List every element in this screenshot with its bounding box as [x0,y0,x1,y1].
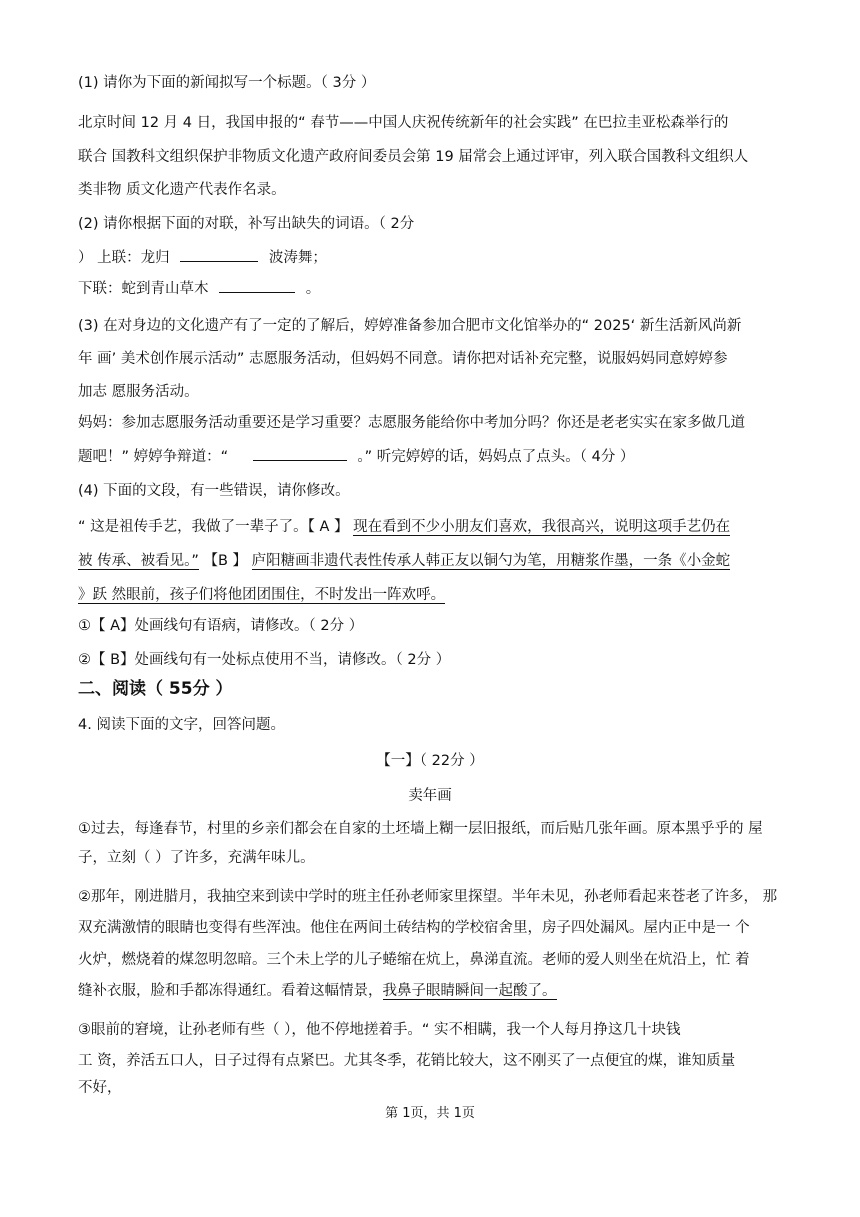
essay-text: 缝补衣服，脸和手都冻得通红。看着这幅情景， [78,983,383,999]
couplet-upper-label: ） 上联：龙归 [78,250,170,266]
q4-underlined-a: 现在看到不少小朋友们喜欢，我很高兴，说明这项手艺仍在 [353,519,731,535]
q3-line: 年 画’ 美术创作展示活动” 志愿服务活动，但妈妈不同意。请你把对话补充完整，说服妈妈同意婷婷参 [78,351,728,367]
q4-passage-line [78,585,445,605]
essay-paragraph-line: 双充满激情的眼睛也变得有些浑浊。他住在两间土砖结构的学校宿舍里，房子四处漏风。屋内正中是一 个 [78,920,750,936]
q3-line [78,446,634,467]
q1-news-line: 类非物 质文化遗产代表作名录。 [78,182,286,198]
essay-paragraph-line: 工 资，养活五口人，日子过得有点紧巴。尤其冬季，花销比较大，这不刚买了一点便宜的煤，谁知质量 [78,1053,736,1069]
q1-news-line: 北京时间 12 月 4 日，我国申报的“ 春节——中国人庆祝传统新年的社会实践” 在巴拉圭亚松森举行的 [78,115,729,131]
essay-paragraph-line: 火炉，燃烧着的煤忽明忽暗。三个未上学的儿子蜷缩在炕上，鼻涕直流。老师的爱人则坐在炕沿上，忙 着 [78,952,750,968]
q4-passage-line [78,517,730,537]
couplet-lower-end: 。 [305,281,321,297]
couplet-lower-blank[interactable] [219,278,295,293]
couplet-lower [78,278,320,299]
essay-paragraph-line: ②那年，刚进腊月，我抽空来到读中学时的班主任孙老师家里探望。半年未见，孙老师看起来苍老了许多， 那 [78,889,778,905]
part-heading: 【一】（ 22分 ） [376,753,484,769]
q3-dialog-post: 。” 听完婷婷的话，妈妈点了点头。（ 4分 ） [357,449,635,465]
couplet-upper [78,247,327,268]
q4-underlined-b: 》跃 然眼前，孩子们将他团团围住，不时发出一阵欢呼。 [78,587,446,603]
q3-dialog-blank[interactable] [253,446,347,461]
essay-paragraph-line: ①过去，每逢春节，村里的乡亲们都会在自家的土坯墙上糊一层旧报纸，而后贴几张年画。原本黑乎乎的 屋 [78,821,763,837]
q4-passage-text: “ 这是祖传手艺，我做了一辈子了。【 A 】 [78,519,354,535]
q2-prompt: (2) 请你根据下面的对联，补写出缺失的词语。（ 2分 [78,216,415,232]
page-footer: 第 1页，共 1页 [385,1106,475,1121]
reading-question: 4. 阅读下面的文字，回答问题。 [78,717,285,733]
essay-paragraph-line: 子，立刻（ ）了许多，充满年味儿。 [78,850,315,866]
q4-underlined-b: 庐阳糖画非遗代表性传承人韩正友以铜勺为笔，用糖浆作墨，一条《小金蛇 [251,553,731,569]
essay-title: 卖年画 [408,788,452,804]
q4-prompt: (4) 下面的文段，有一些错误，请你修改。 [78,483,350,499]
couplet-lower-label: 下联：蛇到青山草木 [78,281,209,297]
q1-news-line: 联合 国教科文组织保护非物质文化遗产政府间委员会第 19 届常会上通过评审，列入联合国教科文组织人 [78,149,749,165]
q1-prompt: (1) 请你为下面的新闻拟写一个标题。（ 3分 ） [78,75,376,91]
q4-sub-a: ①【 A】处画线句有语病，请修改。（ 2分 ） [78,618,364,634]
essay-paragraph-line: 不好， [78,1080,122,1096]
q3-dialog-pre: 题吧！” 婷婷争辩道：“ [78,449,229,465]
essay-paragraph-line: ③眼前的窘境，让孙老师有些（ ），他不停地搓着手。“ 实不相瞒，我一个人每月挣这几十块钱 [78,1022,681,1038]
couplet-upper-blank[interactable] [180,247,258,262]
q4-marker-b: 【B 】 [198,553,252,569]
q4-sub-b: ②【 B】处画线句有一处标点使用不当，请修改。（ 2分 ） [78,652,451,668]
section-heading: 二、阅读（ 55分 ） [78,679,233,699]
q3-line: 加志 愿服务活动。 [78,384,199,400]
q3-line: 妈妈：参加志愿服务活动重要还是学习重要？志愿服务能给你中考加分吗？你还是老老实实在家多做几道 [78,415,745,431]
q4-underlined-a: 被 传承、被看见。” [78,553,199,569]
q4-passage-line [78,551,730,571]
q3-line: (3) 在对身边的文化遗产有了一定的了解后，婷婷准备参加合肥市文化馆举办的“ 2025‘ 新生活新风尚新 [78,318,742,334]
essay-underlined-sentence: 我鼻子眼睛瞬间一起酸了。 [382,983,557,999]
essay-paragraph-line [78,981,557,1001]
couplet-upper-end: 波涛舞； [268,250,327,266]
